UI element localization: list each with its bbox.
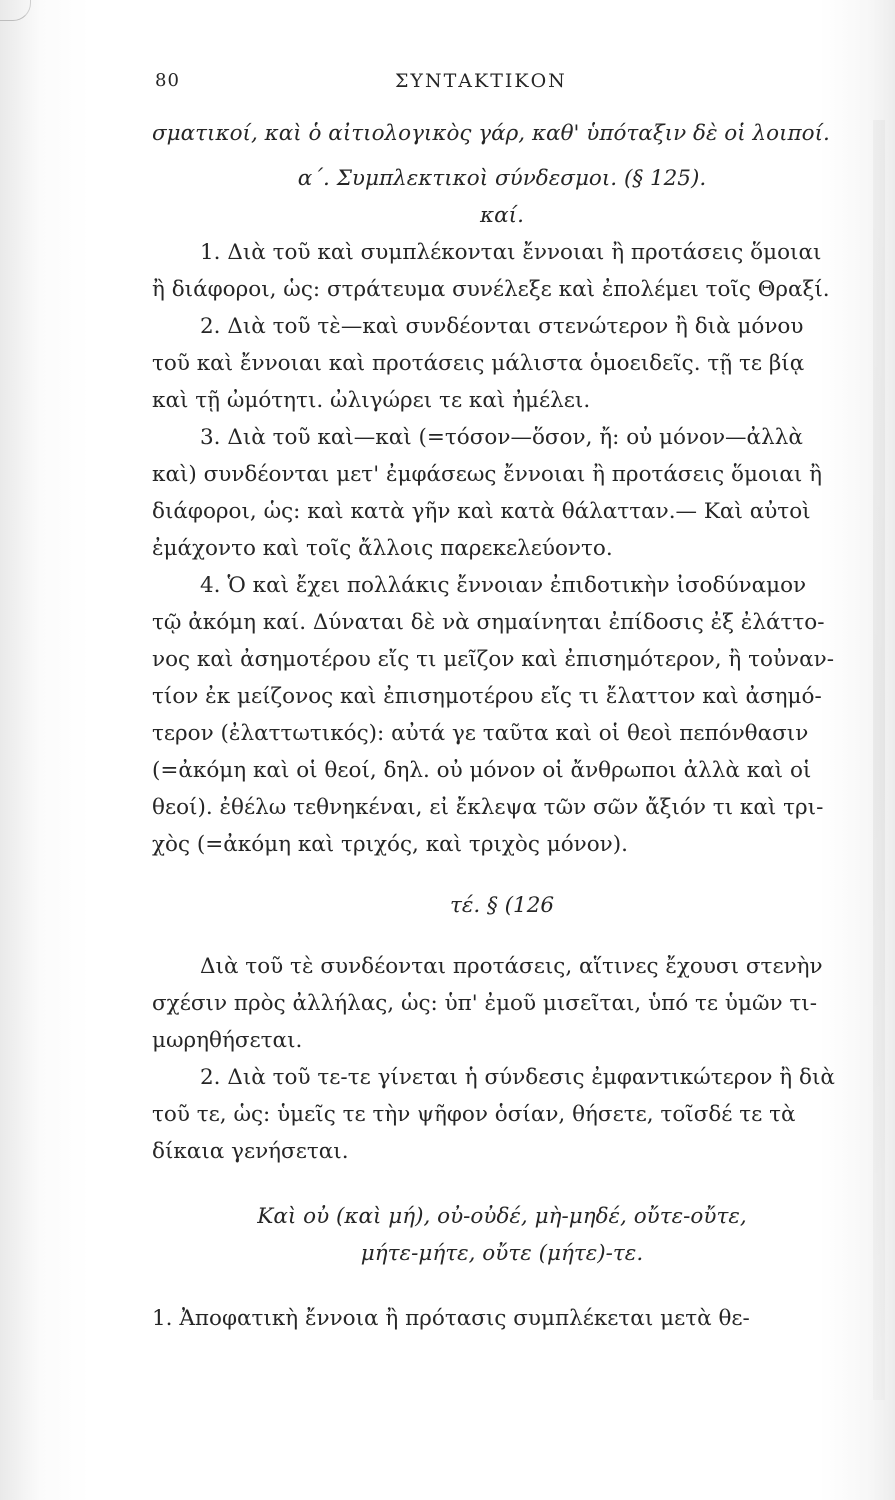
spacer [152, 863, 852, 887]
subsection-heading: καί. [480, 203, 524, 228]
page-number: 80 [155, 70, 180, 91]
text-line: τοῦ καὶ ἔννοιαι καὶ προτάσεις μάλιστα ὁμοειδεῖς. τῇ τε βίᾳ [152, 351, 805, 376]
section-heading: α΄. Συμπλεκτικοὶ σύνδεσμοι. (§ 125). [297, 166, 707, 191]
text-line: 1. Διὰ τοῦ καὶ συμπλέκονται ἔννοιαι ἢ προτάσεις ὅμοιαι [200, 240, 822, 265]
spacer [152, 1272, 852, 1300]
spacer [152, 152, 852, 160]
body-text [152, 115, 852, 1337]
text-line: 4. Ὁ καὶ ἔχει πολλάκις ἔννοιαν ἐπιδοτικὴν ἰσοδύναμον [200, 573, 807, 598]
text-line: τερον (ἐλαττωτικός): αὐτά γε ταῦτα καὶ οἱ θεοὶ πεπόνθασιν [152, 721, 809, 746]
text-line: χὸς (=ἀκόμη καὶ τριχός, καὶ τριχὸς μόνον). [152, 832, 628, 857]
running-title: ΣΥΝΤΑΚΤΙΚΟΝ [395, 70, 567, 92]
text-line: δίκαια γενήσεται. [152, 1139, 349, 1164]
corner-mark [0, 0, 31, 21]
section-heading-continued: μήτε-μήτε, οὔτε (μήτε)-τε. [360, 1241, 644, 1266]
text-line: διάφοροι, ὡς: καὶ κατὰ γῆν καὶ κατὰ θάλατταν.— Καὶ αὐτοὶ [152, 499, 811, 524]
spacer [152, 1170, 852, 1198]
page-header [155, 70, 855, 100]
text-line: ἢ διάφοροι, ὡς: στράτευμα συνέλεξε καὶ ἐπολέμει τοῖς Θραξί. [152, 277, 830, 302]
text-line: καὶ) συνδέονται μετ' ἐμφάσεως ἔννοιαι ἢ προτάσεις ὅμοιαι ἢ [152, 462, 823, 487]
subsection-heading: τέ. § (126 [449, 893, 555, 918]
text-line: 1. Ἀποφατικὴ ἔννοια ἢ πρότασις συμπλέκεται μετὰ θε- [152, 1306, 750, 1331]
text-line: καὶ τῇ ὠμότητι. ὠλιγώρει τε καὶ ἠμέλει. [152, 388, 591, 413]
text-line: τοῦ τε, ὡς: ὑμεῖς τε τὴν ψῆφον ὁσίαν, θήσετε, τοῖσδέ τε τὰ [152, 1102, 796, 1127]
text-line: νος καὶ ἀσημοτέρου εἴς τι μεῖζον καὶ ἐπισημότερον, ἢ τοὐναν- [152, 647, 834, 672]
text-line: τίον ἐκ μείζονος καὶ ἐπισημοτέρου εἴς τι ἔλαττον καὶ ἀσημό- [152, 684, 822, 709]
text-line: Διὰ τοῦ τὲ συνδέονται προτάσεις, αἵτινες ἔχουσι στενὴν [200, 954, 823, 979]
text-line: τῷ ἀκόμη καί. Δύναται δὲ νὰ σημαίνηται ἐπίδοσις ἐξ ἐλάττο- [152, 610, 825, 635]
page-bleed-shadow [873, 120, 885, 1400]
text-line: 3. Διὰ τοῦ καὶ—καὶ (=τόσον—ὅσον, ἤ: οὐ μόνον—ἀλλὰ [200, 425, 803, 450]
text-line: 2. Διὰ τοῦ τὲ—καὶ συνδέονται στενώτερον ἢ διὰ μόνου [200, 314, 804, 339]
text-line: σχέσιν πρὸς ἀλλήλας, ὡς: ὑπ' ἐμοῦ μισεῖται, ὑπό τε ὑμῶν τι- [152, 991, 817, 1016]
text-line: θεοί). ἐθέλω τεθνηκέναι, εἰ ἔκλεψα τῶν σῶν ἄξιόν τι καὶ τρι- [152, 795, 824, 820]
text-line: 2. Διὰ τοῦ τε-τε γίνεται ἡ σύνδεσις ἐμφαντικώτερον ἢ διὰ [200, 1065, 835, 1090]
text-line: σματικοί, καὶ ὁ αἰτιολογικὸς γάρ, καθ' ὑπόταξιν δὲ οἱ λοιποί. [152, 121, 830, 146]
text-line: ἐμάχοντο καὶ τοῖς ἄλλοις παρεκελεύοντο. [152, 536, 613, 561]
text-line: (=ἀκόμη καὶ οἱ θεοί, δηλ. οὐ μόνον οἱ ἄνθρωποι ἀλλὰ καὶ οἱ [152, 758, 812, 783]
section-heading: Καὶ οὐ (καὶ μή), οὐ-οὐδέ, μὴ-μηδέ, οὔτε-οὔτε, [257, 1204, 747, 1229]
text-line: μωρηθήσεται. [152, 1028, 303, 1053]
spacer [152, 924, 852, 948]
